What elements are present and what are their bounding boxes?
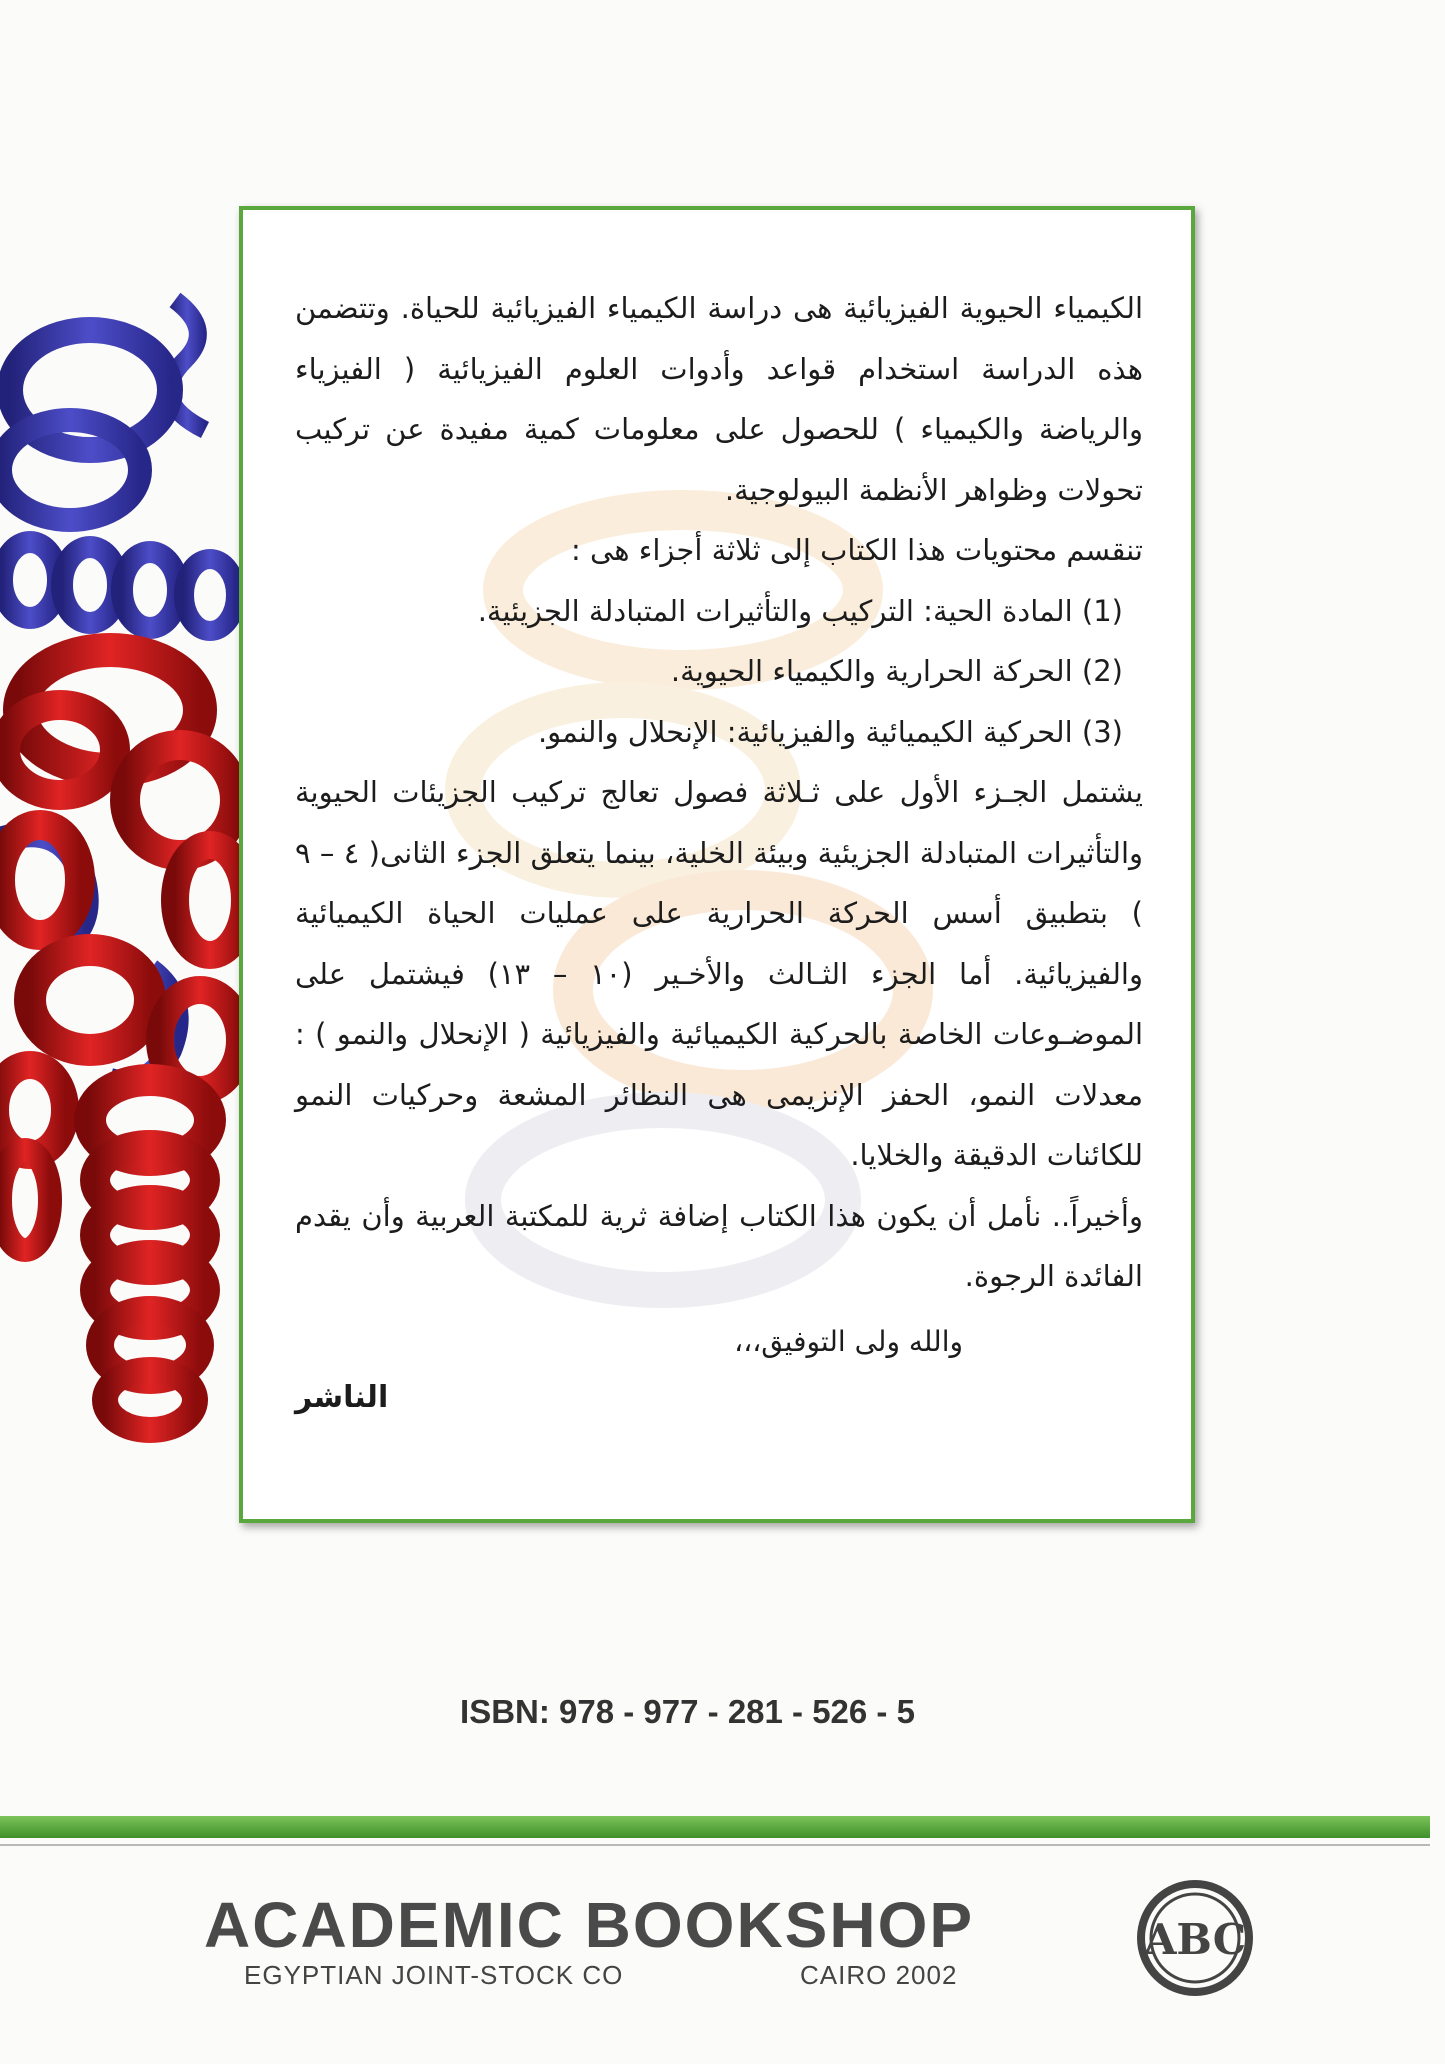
- contents-intro: تنقسم محتويات هذا الكتاب إلى ثلاثة أجزاء هى :: [571, 533, 1143, 567]
- abc-circle-logo: [1135, 1878, 1255, 1998]
- closing-hope: وأخيراً.. نأمل أن يكون هذا الكتاب إضافة ثرية للمكتبة العربية وأن يقدم الفائدة الرجوة.: [295, 1198, 1143, 1293]
- grey-divider: [0, 1844, 1430, 1846]
- closing-salutation: والله ولى التوفيق،،،: [734, 1325, 963, 1358]
- part-item: (1) المادة الحية: التركيب والتأثيرات المتبادلة الجزيئية.: [477, 593, 1123, 628]
- part-item: (3) الحركية الكيميائية والفيزيائية: الإنحلال والنمو.: [537, 714, 1123, 749]
- publisher-name: ACADEMIC BOOKSHOP: [204, 1889, 975, 1961]
- logo-letters: ABC: [1143, 1915, 1247, 1964]
- protein-ribbon-illustration: [0, 280, 250, 1460]
- publisher-city-year: CAIRO 2002: [800, 1960, 958, 1990]
- part-item: (2) الحركة الحرارية والكيمياء الحيوية.: [670, 654, 1123, 688]
- isbn: ISBN: 978 - 977 - 281 - 526 - 5: [460, 1693, 915, 1730]
- parts-description: يشتمل الجـزء الأول على ثـلاثة فصول تعالج تركيب الجزيئات الحيوية والتأثيرات المتبادلة الجزيئية وبيئة الخلية، بينما يتعلق الجزء الثانى( ٤ – ٩ ) بتطبيق أسس الحركة الحرارية على عمليات الحياة الكيميائية والفيزيائية. أما الجزء الثـالث والأخـير (١٠ – ١٣) فيشتمل على الموضـوعات الخاصة بالحركية الكيميائية والفيزيائية ( الإنحلال والنمو ) : معدلات النمو، الحفز الإنزيمى هى النظائر المشعة وحركيات النمو للكائنات الدقيقة والخلايا.: [295, 775, 1144, 1172]
- parts-list: [295, 581, 1143, 763]
- intro-paragraph: الكيمياء الحيوية الفيزيائية هى دراسة الكيمياء الفيزيائية للحياة. وتتضمن هذه الدراسة استخدام قواعد وأدوات العلوم الفيزيائية ( الفيزياء والرياضة والكيمياء ) للحصول على معلومات كمية مفيدة عن تركيب تحولات وظواهر الأنظمة البيولوجية.: [295, 291, 1143, 507]
- publisher-signature: الناشر: [295, 1380, 389, 1415]
- blurb-text: [295, 278, 1143, 1307]
- blurb-box: [239, 206, 1195, 1523]
- green-divider: [0, 1816, 1430, 1838]
- publisher-company: EGYPTIAN JOINT-STOCK CO: [244, 1960, 624, 1990]
